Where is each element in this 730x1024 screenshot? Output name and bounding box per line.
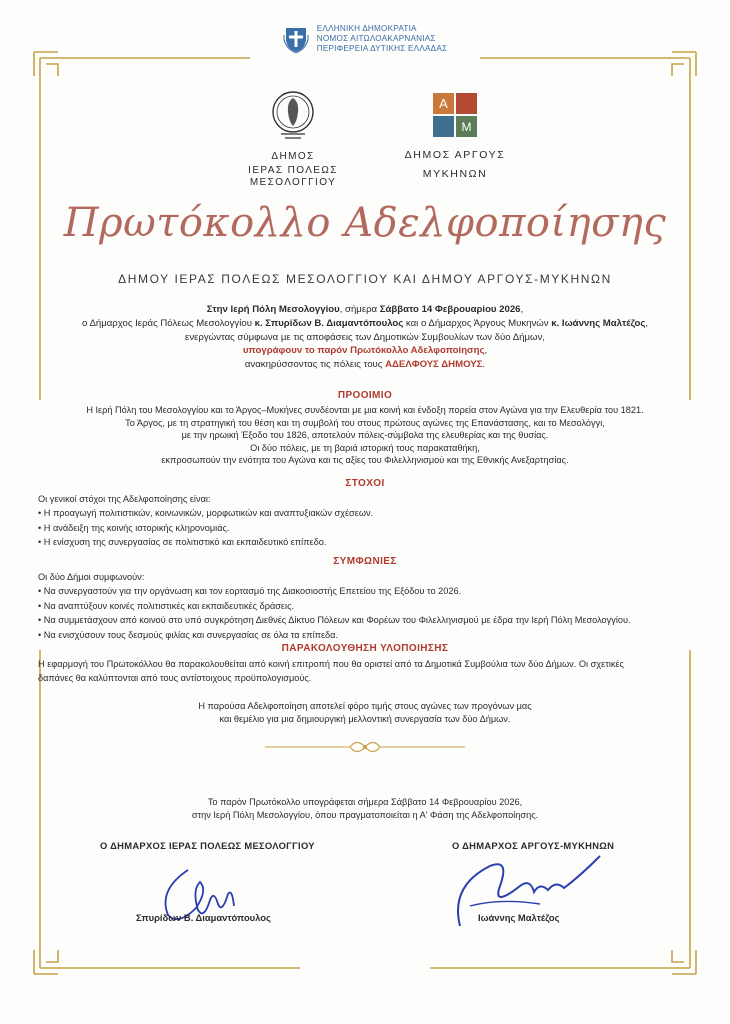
tribute-line: και θεμέλιο για μια δημιουργική μελλοντική συνεργασία των δύο Δήμων. [219, 713, 511, 724]
mesolongi-seal-icon [271, 86, 315, 144]
header-line: ΝΟΜΟΣ ΑΙΤΩΛΟΑΚΑΡΝΑΝΙΑΣ [316, 34, 436, 43]
ornament-icon [255, 736, 475, 758]
header-line: ΕΛΛΗΝΙΚΗ ΔΗΜΟΚΡΑΤΙΑ [316, 24, 417, 33]
list-item: • Να ενισχύσουν τους δεσμούς φιλίας και συνεργασίας σε όλα τα επίπεδα. [38, 628, 698, 642]
mayor-argos-name: κ. Ιωάννης Μαλτέζος [551, 317, 646, 329]
prooimio-text [30, 404, 700, 467]
stoxoi-lead: Οι γενικοί στόχοι της Αδελφοποίησης είναι: [38, 494, 211, 504]
mayor-mesolongi-name: κ. Σπυρίδων Β. Διαμαντόπουλος [254, 317, 404, 329]
signature-name-left: Σπυρίδων Β. Διαμαντόπουλος [136, 912, 271, 923]
parakolouthisi-line: Η εφαρμογή του Πρωτοκόλλου θα παρακολουθείται από κοινή επιτροπή που θα οριστεί από τα Δημοτικά Συμβούλια των δύο Δήμων. Οι σχετικές [38, 659, 624, 669]
prooimio-line: Το Άργος, με τη στρατηγική του θέση και τη συμβολή του στους πρώτους αγώνες της Επανάστασης, και το Μεσολόγγι, [125, 417, 605, 428]
document-title: Πρωτόκολλο Αδελφοποίησης [63, 200, 667, 246]
header-line: ΠΕΡΙΦΕΡΕΙΑ ΔΥΤΙΚΗΣ ΕΛΛΑΔΑΣ [316, 44, 448, 53]
intro-text: , σήμερα [339, 304, 380, 315]
list-item: • Η ενίσχυση της συνεργασίας σε πολιτιστικό και εκπαιδευτικό επίπεδο. [38, 535, 698, 549]
parakolouthisi-line: δαπάνες θα καλύπτονται από τους αντίστοιχους προϋπολογισμούς. [38, 673, 312, 684]
intro-highlight: ΑΔΕΛΦΟΥΣ ΔΗΜΟΥΣ [385, 359, 483, 371]
intro-text: ενεργώντας σύμφωνα με τις αποφάσεις των Δημοτικών Συμβουλίων των δύο Δήμων, [185, 331, 545, 343]
intro-text: ανακηρύσσοντας τις πόλεις τους [244, 359, 386, 371]
stoxoi-list [38, 492, 698, 550]
intro-text: . [482, 359, 486, 371]
list-item: • Να συνεργαστούν για την οργάνωση και τον εορτασμό της Διακοσιοστής Επετείου της Εξόδου το 2026. [38, 584, 698, 598]
prooimio-line: εκπροσωπούν την ενότητα του Αγώνα και τις αξίες του Φιλελληνισμού και της Εθνικής Ανεξαρτησίας. [161, 455, 569, 466]
intro-date: Σάββατο 14 Φεβρουαρίου 2026 [379, 304, 521, 315]
list-item: • Η προαγωγή πολιτιστικών, κοινωνικών, μορφωτικών και αναπτυξιακών σχέσεων. [38, 506, 698, 520]
signature-name-right: Ιωάννης Μαλτέζος [478, 912, 560, 923]
section-heading-prooimio: ΠΡΟΟΙΜΙΟ [337, 390, 393, 401]
logo-letter-a: Α [439, 96, 448, 111]
right-logo-caption-line: ΜΥΚΗΝΩΝ [422, 168, 488, 180]
closing-line: στην Ιερή Πόλη Μεσολογγίου, όπου πραγματοποιείται η Α' Φάση της Αδελφοποίησης. [191, 810, 539, 820]
list-item: • Η ανάδειξη της κοινής ιστορικής κληρονομιάς. [38, 521, 698, 535]
argos-mykines-logo [390, 92, 520, 181]
document-subtitle: ΔΗΜΟΥ ΙΕΡΑΣ ΠΟΛΕΩΣ ΜΕΣΟΛΟΓΓΙΟΥ ΚΑΙ ΔΗΜΟΥ ΑΡΓΟΥΣ-ΜΥΚΗΝΩΝ [118, 272, 612, 286]
intro-highlight: υπογράφουν το παρόν Πρωτόκολλο Αδελφοποίησης [242, 345, 485, 357]
greek-coat-of-arms-icon [283, 25, 309, 53]
signature-title-right: Ο ΔΗΜΑΡΧΟΣ ΑΡΓΟΥΣ-ΜΥΚΗΝΩΝ [452, 840, 615, 851]
list-item: • Να αναπτύξουν κοινές πολιτιστικές και εκπαιδευτικές δράσεις. [38, 599, 698, 613]
left-logo-caption-line: ΔΗΜΟΣ [271, 151, 315, 162]
intro-text: και ο Δήμαρχος Άργους Μυκηνών [403, 317, 552, 329]
intro-text: , [484, 345, 488, 357]
closing-text [40, 796, 690, 822]
symfonies-list [38, 570, 698, 642]
logo-letter-m: Μ [461, 120, 472, 134]
argos-mykines-logo-icon [432, 92, 478, 138]
intro-text: , [645, 317, 649, 329]
prooimio-line: Οι δύο πόλεις, με τη βαριά ιστορική τους παρακαταθήκη, [250, 442, 480, 453]
header-text [317, 24, 448, 54]
parakolouthisi-text [38, 657, 698, 686]
prooimio-line: με την ηρωική Έξοδο του 1826, αποτελούν πόλεις-σύμβολα της ελευθερίας και της θυσίας. [181, 430, 549, 441]
section-heading-parakolouthisi: ΠΑΡΑΚΟΛΟΥΘΗΣΗ ΥΛΟΠΟΙΗΣΗΣ [281, 643, 449, 654]
signature-title-left: Ο ΔΗΜΑΡΧΟΣ ΙΕΡΑΣ ΠΟΛΕΩΣ ΜΕΣΟΛΟΓΓΙΟΥ [100, 840, 315, 851]
tribute-line: Η παρούσα Αδελφοποίηση αποτελεί φόρο τιμής στους αγώνες των προγόνων μας [198, 701, 532, 711]
intro-paragraph [40, 303, 690, 372]
intro-text: , [520, 304, 524, 315]
intro-text: ο Δήμαρχος Ιεράς Πόλεως Μεσολογγίου [81, 317, 255, 329]
left-logo-caption-line: ΙΕΡΑΣ ΠΟΛΕΩΣ ΜΕΣΟΛΟΓΓΙΟΥ [248, 165, 338, 188]
mesolongi-logo [218, 86, 368, 189]
prooimio-line: Η Ιερή Πόλη του Μεσολογγίου και το Άργος–Μυκήνες συνδέονται με μια κοινή και ένδοξη πορεία στον Αγώνα για την Ελευθερία του 1821. [86, 405, 644, 415]
tribute-text [30, 700, 700, 725]
right-logo-caption-line: ΔΗΜΟΣ ΑΡΓΟΥΣ [404, 149, 506, 161]
closing-line: Το παρόν Πρωτόκολλο υπογράφεται σήμερα Σάββατο 14 Φεβρουαρίου 2026, [207, 797, 523, 807]
intro-place: Στην Ιερή Πόλη Μεσολογγίου [206, 304, 340, 315]
document-header [0, 24, 730, 54]
section-heading-symfonies: ΣΥΜΦΩΝΙΕΣ [333, 556, 397, 567]
ornament-separator [0, 736, 730, 763]
list-item: • Να συμμετάσχουν από κοινού στο υπό συγκρότηση Διεθνές Δίκτυο Πόλεων και Φορέων του Φιλελληνισμού με έδρα την Ιερή Πόλη Μεσολογγίου. [38, 613, 698, 627]
symfonies-lead: Οι δύο Δήμοι συμφωνούν: [38, 572, 145, 582]
section-heading-stoxoi: ΣΤΟΧΟΙ [345, 478, 385, 489]
